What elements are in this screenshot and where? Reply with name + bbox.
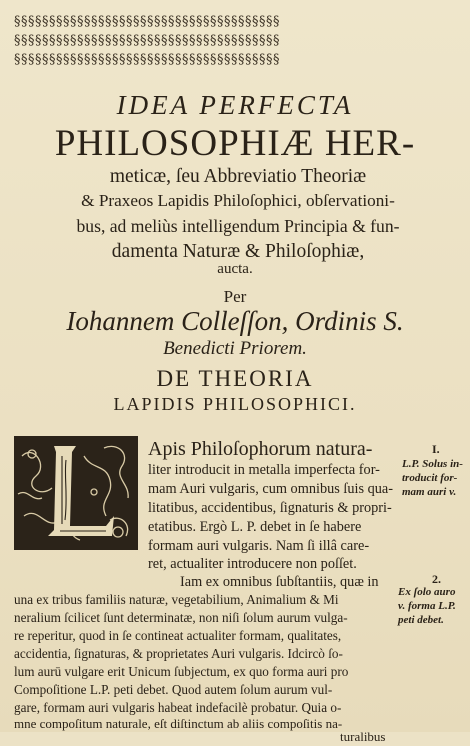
body-line-14: Compoſitione L.P. peti debet. Quod autem ſolum aurum vul- bbox=[14, 682, 333, 697]
author-name: Iohannem Colleſſon, Ordinis S. bbox=[66, 306, 404, 336]
initial-woodcut-icon bbox=[14, 436, 138, 550]
margin-note-1c: mam auri v. bbox=[402, 486, 457, 498]
margin-note-1a: L.P. Solus in- bbox=[402, 458, 463, 470]
subtitle-line-1: meticæ, ſeu Abbreviatio Theoriæ bbox=[109, 166, 367, 187]
margin-note-2b: v. forma L.P. bbox=[398, 600, 456, 612]
margin-note-2a: Ex ſolo auro bbox=[398, 586, 456, 598]
decorated-initial-l bbox=[14, 436, 138, 550]
margin-number-1: I. bbox=[432, 442, 440, 456]
byline-per: Per bbox=[223, 287, 247, 306]
body-line-6: formam auri vulgaris. Nam ſi illâ care- bbox=[148, 538, 370, 554]
body-line-7: ret, actualiter introducere non poſſet. bbox=[148, 556, 357, 572]
body-line-15: gare, formam auri vulgaris habeat indefacilè probatur. Quia o- bbox=[14, 700, 342, 715]
body-line-10: neralium ſcilicet ſunt determinatæ, non niſi ſolum aurum vulga- bbox=[14, 610, 348, 625]
section-heading: DE THEORIA bbox=[156, 366, 314, 391]
ornament-row-2: §§§§§§§§§§§§§§§§§§§§§§§§§§§§§§§§§§§§§§ bbox=[14, 33, 280, 48]
body-line-12: accidentia, ſignaturas, & proprietates Auri vulgaris. Idcircò ſo- bbox=[14, 646, 343, 661]
body-line-1: Apis Philoſophorum natura- bbox=[148, 438, 373, 460]
margin-note-2c: peti debet. bbox=[398, 614, 444, 626]
subtitle-line-5: aucta. bbox=[217, 261, 253, 277]
ornament-row-3: §§§§§§§§§§§§§§§§§§§§§§§§§§§§§§§§§§§§§§ bbox=[14, 52, 280, 67]
body-line-2: liter introducit in metalla imperfecta for- bbox=[148, 462, 380, 478]
body-line-17: turalibus bbox=[340, 729, 386, 744]
title-line-2: PHILOSOPHIÆ HER- bbox=[54, 123, 416, 164]
ornament-row-1: §§§§§§§§§§§§§§§§§§§§§§§§§§§§§§§§§§§§§§ bbox=[14, 14, 280, 29]
subtitle-line-4: damenta Naturæ & Philoſophiæ, bbox=[111, 241, 365, 262]
body-line-8: Iam ex omnibus ſubſtantiis, quæ in bbox=[180, 574, 379, 590]
author-title: Benedicti Priorem. bbox=[163, 338, 307, 359]
body-line-13: lum aurū vulgare erit Unicum ſubjectum, ex quo forma auri pro bbox=[14, 664, 349, 679]
body-line-9: una ex tribus familiis naturæ, vegetabilium, Animalium & Mi bbox=[14, 592, 339, 607]
section-subheading: LAPIDIS PHILOSOPHICI. bbox=[113, 394, 357, 414]
body-line-4: litatibus, accidentibus, ſignaturis & propri- bbox=[148, 500, 392, 516]
body-line-11: re reperitur, quod in ſe contineat actualiter formam, qualitates, bbox=[14, 628, 342, 643]
body-line-5: etatibus. Ergò L. P. debet in ſe habere bbox=[148, 519, 362, 535]
body-line-3: mam Auri vulgaris, cum omnibus ſuis qua- bbox=[148, 481, 394, 497]
subtitle-line-3: bus, ad meliùs intelligendum Principia & fun- bbox=[76, 216, 400, 236]
title-line-1: IDEA PERFECTA bbox=[116, 90, 354, 120]
margin-note-1b: troducit for- bbox=[402, 472, 458, 484]
body-line-16: mne compoſitum naturale, eſt diſtinctum ab aliis compoſitis na- bbox=[14, 716, 343, 731]
margin-number-2: 2. bbox=[432, 572, 441, 586]
subtitle-line-2: & Praxeos Lapidis Philoſophici, obſervationi- bbox=[81, 191, 395, 210]
